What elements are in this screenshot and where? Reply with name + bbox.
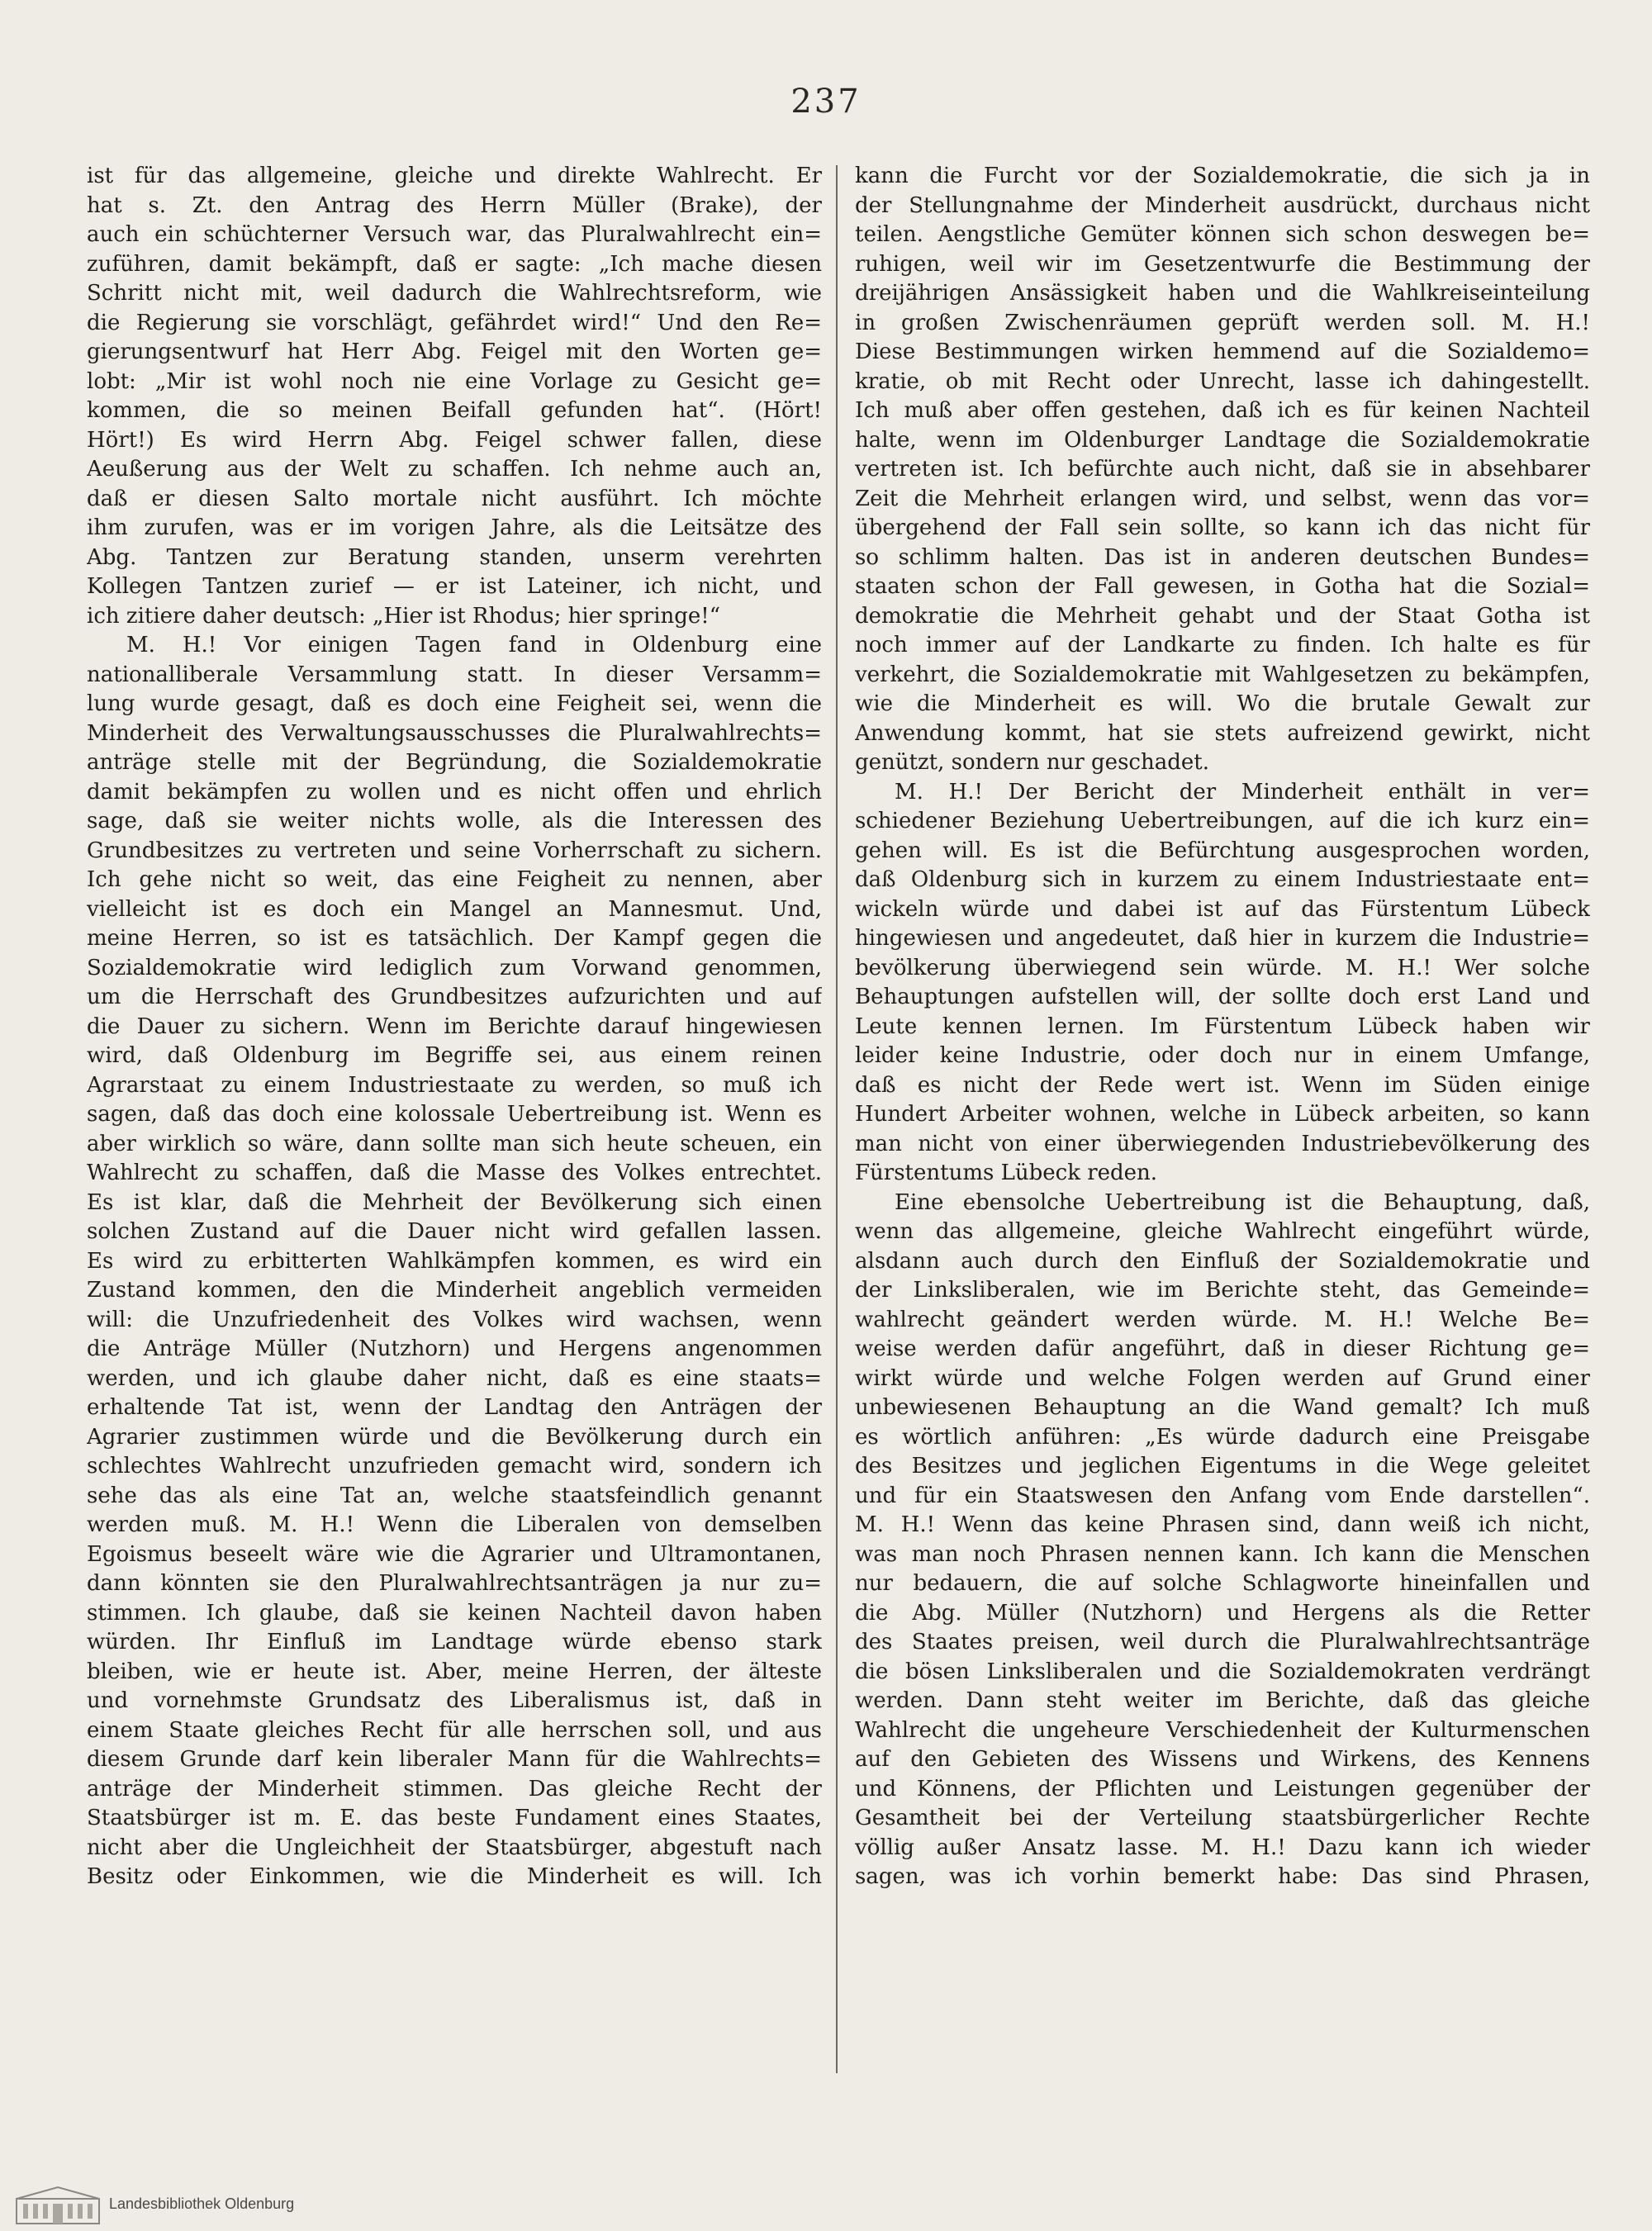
text-line: kratie, ob mit Recht oder Unrecht, lasse ich dahingestellt. [855, 368, 1590, 394]
text-line: um die Herrschaft des Grundbesitzes aufzurichten und auf [87, 985, 822, 1009]
text-line: dann könnten sie den Pluralwahlrechtsanträgen ja nur zu= [87, 1571, 822, 1596]
text-line: ruhigen, weil wir im Gesetzentwurfe die Bestimmung der [855, 251, 1590, 277]
text-line: damit bekämpfen zu wollen und es nicht offen und ehrlich [87, 779, 822, 805]
text-line: Besitz oder Einkommen, wie die Minderheit es will. Ich [87, 1864, 822, 1889]
text-line: und Könnens, der Pflichten und Leistungen gegenüber der [855, 1776, 1590, 1801]
text-line: völlig außer Ansatz lasse. M. H.! Dazu kann ich wieder [855, 1835, 1590, 1860]
text-line: Sozialdemokratie wird lediglich zum Vorwand genommen, [87, 955, 822, 980]
text-line: was man noch Phrasen nennen kann. Ich kann die Menschen [855, 1541, 1590, 1567]
text-line: anträge der Minderheit stimmen. Das gleiche Recht der [87, 1776, 822, 1801]
page-number: 237 [790, 83, 862, 121]
text-line: übergehend der Fall sein sollte, so kann ich das nicht für [855, 515, 1590, 540]
text-line: Schritt nicht mit, weil dadurch die Wahlrechtsreform, wie [87, 281, 822, 306]
text-line: daß er diesen Salto mortale nicht ausführt. Ich möchte [87, 486, 822, 511]
text-line: Hundert Arbeiter wohnen, welche in Lübeck arbeiten, so kann [855, 1102, 1590, 1127]
text-line: wickeln würde und dabei ist auf das Fürstentum Lübeck [855, 896, 1590, 922]
text-line: daß Oldenburg sich in kurzem zu einem Industriestaate ent= [855, 867, 1590, 892]
text-line: vertreten ist. Ich befürchte auch nicht, daß sie in absehbarer [855, 457, 1590, 482]
text-line: erhaltende Tat ist, wenn der Landtag den Anträgen der [87, 1395, 822, 1420]
text-line: nicht aber die Ungleichheit der Staatsbürger, abgestuft nach [87, 1835, 822, 1860]
text-line: sage, daß sie weiter nichts wolle, als die Interessen des [87, 809, 822, 833]
text-line: wirkt würde und welche Folgen werden auf Grund einer [855, 1365, 1590, 1391]
text-line: ich zitiere daher deutsch: „Hier ist Rhodus; hier springe!“ [87, 603, 721, 629]
text-line: werden muß. M. H.! Wenn die Liberalen von demselben [87, 1512, 822, 1537]
text-line: Gesamtheit bei der Verteilung staatsbürgerlicher Rechte [855, 1806, 1590, 1830]
text-line: hingewiesen und angedeutet, daß hier in kurzem die Industrie= [855, 926, 1590, 951]
text-line: Leute kennen lernen. Im Fürstentum Lübeck haben wir [855, 1013, 1590, 1039]
text-line: Wahlrecht die ungeheure Verschiedenheit der Kulturmenschen [855, 1717, 1590, 1743]
footer [0, 2177, 1652, 2231]
library-building-icon [15, 2184, 101, 2225]
text-line: die Anträge Müller (Nutzhorn) und Hergens angenommen [87, 1336, 822, 1361]
text-line: anträge stelle mit der Begründung, die Sozialdemokratie [87, 750, 822, 775]
text-line: wie die Minderheit es will. Wo die brutale Gewalt zur [855, 691, 1590, 716]
text-line: und vornehmste Grundsatz des Liberalismus ist, daß in [87, 1688, 822, 1713]
library-name: Landesbibliothek Oldenburg [109, 2195, 295, 2212]
text-line: unbewiesenen Behauptung an die Wand gemalt? Ich muß [855, 1395, 1590, 1420]
text-line: vielleicht ist es doch ein Mangel an Mannesmut. Und, [87, 896, 822, 922]
text-line: M. H.! Wenn das keine Phrasen sind, dann weiß ich nicht, [855, 1512, 1590, 1537]
text-line: Egoismus beseelt wäre wie die Agrarier und Ultramontanen, [87, 1541, 822, 1567]
text-line: schiedener Beziehung Uebertreibungen, auf die ich kurz ein= [855, 809, 1590, 833]
text-line: alsdann auch durch den Einfluß der Sozialdemokratie und [855, 1248, 1590, 1274]
text-line: auch ein schüchterner Versuch war, das Pluralwahlrecht ein= [87, 222, 822, 247]
text-line: Es wird zu erbitterten Wahlkämpfen kommen, es wird ein [87, 1248, 822, 1274]
text-line: nationalliberale Versammlung statt. In dieser Versamm= [87, 662, 822, 687]
text-line: es wörtlich anführen: „Es würde dadurch eine Preisgabe [855, 1424, 1590, 1450]
text-line: Zustand kommen, den die Minderheit angeblich vermeiden [87, 1278, 822, 1303]
text-line: ihm zurufen, was er im vorigen Jahre, als die Leitsätze des [87, 515, 822, 540]
text-line: sehe das als eine Tat an, welche staatsfeindlich genannt [87, 1483, 822, 1508]
text-line: Minderheit des Verwaltungsausschusses die Pluralwahlrechts= [87, 720, 822, 746]
text-line: Eine ebensolche Uebertreibung ist die Behauptung, daß, [895, 1189, 1590, 1215]
text-line: teilen. Aengstliche Gemüter können sich schon deswegen be= [855, 222, 1590, 247]
text-line: Staatsbürger ist m. E. das beste Fundament eines Staates, [87, 1806, 822, 1830]
text-line: lobt: „Mir ist wohl noch nie eine Vorlage zu Gesicht ge= [87, 368, 822, 394]
text-line: des Besitzes und jeglichen Eigentums in die Wege geleitet [855, 1454, 1590, 1479]
text-line: Behauptungen aufstellen will, der sollte doch erst Land und [855, 985, 1590, 1009]
text-line: die Dauer zu sichern. Wenn im Berichte darauf hingewiesen [87, 1013, 822, 1039]
text-line: leider keine Industrie, oder doch nur in einem Umfange, [855, 1043, 1590, 1068]
text-line: kommen, die so meinen Beifall gefunden hat“. (Hört! [87, 398, 822, 423]
text-line: bleiben, wie er heute ist. Aber, meine Herren, der älteste [87, 1659, 822, 1684]
text-line: solchen Zustand auf die Dauer nicht wird gefallen lassen. [87, 1219, 822, 1244]
text-column-left [87, 162, 822, 2078]
text-line: Es ist klar, daß die Mehrheit der Bevölkerung sich einen [87, 1189, 822, 1215]
text-line: stimmen. Ich glaube, daß sie keinen Nachteil davon haben [87, 1600, 822, 1626]
text-line: sagen, daß das doch eine kolossale Uebertreibung ist. Wenn es [87, 1102, 822, 1127]
text-line: Diese Bestimmungen wirken hemmend auf die Sozialdemo= [855, 339, 1590, 364]
text-line: genützt, sondern nur geschadet. [855, 750, 1209, 775]
text-line: hat s. Zt. den Antrag des Herrn Müller (Brake), der [87, 192, 822, 218]
text-line: Grundbesitzes zu vertreten und seine Vorherrschaft zu sichern. [87, 838, 822, 863]
text-line: M. H.! Vor einigen Tagen fand in Oldenburg eine [126, 633, 822, 657]
text-line: Ich muß aber offen gestehen, daß ich es für keinen Nachteil [855, 398, 1590, 423]
text-line: Fürstentums Lübeck reden. [855, 1161, 1158, 1185]
text-line: diesem Grunde darf kein liberaler Mann für die Wahlrechts= [87, 1747, 822, 1772]
text-line: einem Staate gleiches Recht für alle herrschen soll, und aus [87, 1717, 822, 1743]
text-line: sagen, was ich vorhin bemerkt habe: Das sind Phrasen, [855, 1864, 1590, 1889]
text-line: lung wurde gesagt, daß es doch eine Feigheit sei, wenn die [87, 691, 822, 716]
text-line: bevölkerung überwiegend sein würde. M. H.! Wer solche [855, 955, 1590, 980]
text-line: noch immer auf der Landkarte zu finden. Ich halte es für [855, 633, 1590, 657]
text-line: der Linksliberalen, wie im Berichte steht, das Gemeinde= [855, 1278, 1590, 1303]
text-line: und für ein Staatswesen den Anfang vom Ende darstellen“. [855, 1483, 1590, 1508]
text-line: daß es nicht der Rede wert ist. Wenn im Süden einige [855, 1072, 1590, 1098]
text-line: wenn das allgemeine, gleiche Wahlrecht eingeführt würde, [855, 1219, 1590, 1244]
text-line: kann die Furcht vor der Sozialdemokratie, die sich ja in [855, 164, 1590, 188]
column-divider [836, 165, 838, 2073]
text-line: verkehrt, die Sozialdemokratie mit Wahlgesetzen zu bekämpfen, [855, 662, 1590, 687]
text-line: Ich gehe nicht so weit, das eine Feigheit zu nennen, aber [87, 867, 822, 892]
text-line: Kollegen Tantzen zurief — er ist Lateiner, ich nicht, und [87, 574, 822, 599]
text-line: Agrarier zustimmen würde und die Bevölkerung durch ein [87, 1424, 822, 1450]
text-line: schlechtes Wahlrecht unzufrieden gemacht wird, sondern ich [87, 1454, 822, 1479]
text-line: man nicht von einer überwiegenden Industriebevölkerung des [855, 1131, 1590, 1156]
text-line: wahlrecht geändert werden würde. M. H.! Welche Be= [855, 1307, 1590, 1332]
text-line: gehen will. Es ist die Befürchtung ausgesprochen worden, [855, 838, 1590, 863]
text-line: Hört!) Es wird Herrn Abg. Feigel schwer fallen, diese [87, 427, 822, 453]
text-line: halte, wenn im Oldenburger Landtage die Sozialdemokratie [855, 427, 1590, 453]
text-line: aber wirklich so wäre, dann sollte man sich heute scheuen, ein [87, 1131, 822, 1156]
text-column-right [855, 162, 1590, 2078]
text-line: so schlimm halten. Das ist in anderen deutschen Bundes= [855, 544, 1590, 570]
text-line: Wahlrecht zu schaffen, daß die Masse des Volkes entrechtet. [87, 1161, 822, 1185]
text-line: die bösen Linksliberalen und die Sozialdemokraten verdrängt [855, 1659, 1590, 1684]
text-line: zuführen, damit bekämpft, daß er sagte: „Ich mache diesen [87, 251, 822, 277]
text-line: der Stellungnahme der Minderheit ausdrückt, durchaus nicht [855, 192, 1590, 218]
text-line: nur bedauern, die auf solche Schlagworte hineinfallen und [855, 1571, 1590, 1596]
text-line: M. H.! Der Bericht der Minderheit enthält in ver= [895, 779, 1590, 805]
text-line: werden. Dann steht weiter im Berichte, daß das gleiche [855, 1688, 1590, 1713]
text-line: ist für das allgemeine, gleiche und direkte Wahlrecht. Er [87, 164, 822, 188]
text-line: in großen Zwischenräumen geprüft werden soll. M. H.! [855, 310, 1590, 335]
text-line: des Staates preisen, weil durch die Pluralwahlrechtsanträge [855, 1630, 1590, 1654]
text-line: Aeußerung aus der Welt zu schaffen. Ich nehme auch an, [87, 457, 822, 482]
text-line: auf den Gebieten des Wissens und Wirkens, des Kennens [855, 1747, 1590, 1772]
text-line: staaten schon der Fall gewesen, in Gotha hat die Sozial= [855, 574, 1590, 599]
text-line: demokratie die Mehrheit gehabt und der Staat Gotha ist [855, 603, 1590, 629]
text-line: meine Herren, so ist es tatsächlich. Der Kampf gegen die [87, 926, 822, 951]
text-line: dreijährigen Ansässigkeit haben und die Wahlkreiseinteilung [855, 281, 1590, 306]
text-line: würden. Ihr Einfluß im Landtage würde ebenso stark [87, 1630, 822, 1654]
text-line: gierungsentwurf hat Herr Abg. Feigel mit den Worten ge= [87, 339, 822, 364]
text-line: werden, und ich glaube daher nicht, daß es eine staats= [87, 1365, 822, 1391]
text-line: die Abg. Müller (Nutzhorn) und Hergens als die Retter [855, 1600, 1590, 1626]
text-line: wird, daß Oldenburg im Begriffe sei, aus einem reinen [87, 1043, 822, 1068]
text-line: weise werden dafür angeführt, daß in dieser Richtung ge= [855, 1336, 1590, 1361]
text-line: Anwendung kommt, hat sie stets aufreizend gewirkt, nicht [855, 720, 1590, 746]
text-line: will: die Unzufriedenheit des Volkes wird wachsen, wenn [87, 1307, 822, 1332]
text-line: die Regierung sie vorschlägt, gefährdet wird!“ Und den Re= [87, 310, 822, 335]
text-line: Agrarstaat zu einem Industriestaate zu werden, so muß ich [87, 1072, 822, 1098]
text-line: Zeit die Mehrheit erlangen wird, und selbst, wenn das vor= [855, 486, 1590, 511]
text-line: Abg. Tantzen zur Beratung standen, unserm verehrten [87, 544, 822, 570]
